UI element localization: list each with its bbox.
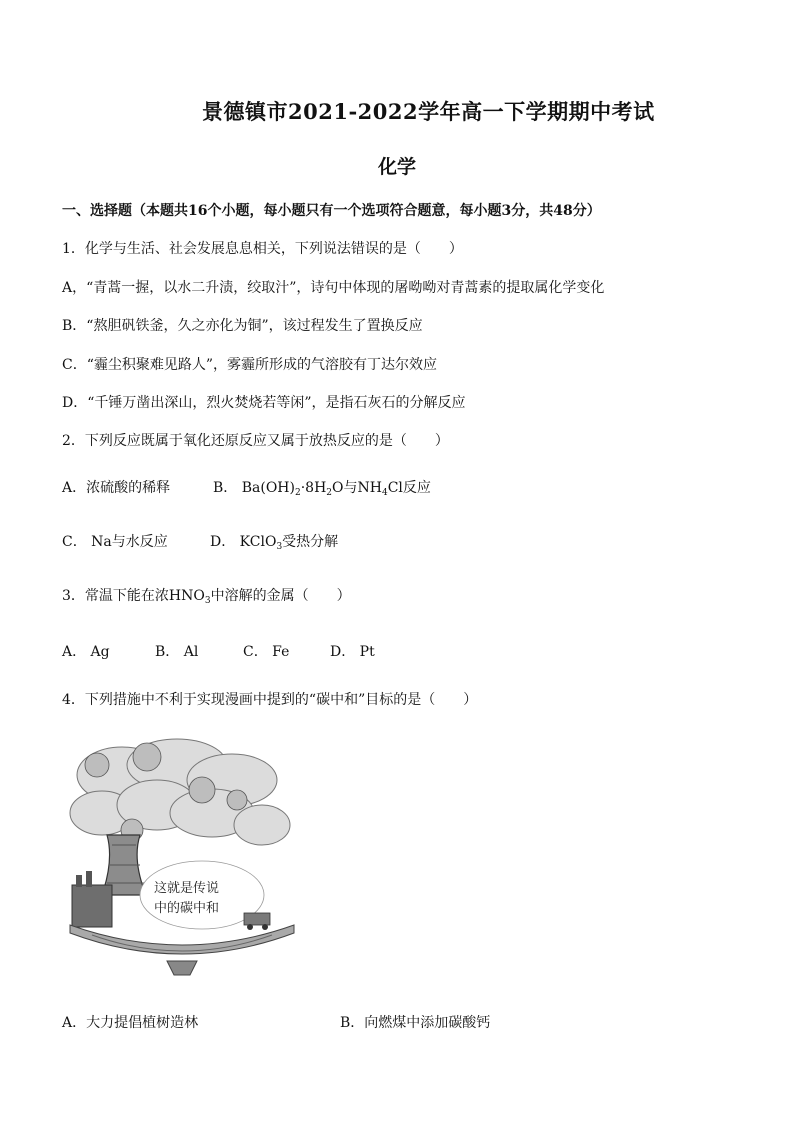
question-4-option-a: A．大力提倡植树造林: [62, 1015, 199, 1031]
carbon-neutral-cartoon: [62, 735, 302, 980]
cartoon-caption-line-1: 这就是传说: [154, 881, 220, 896]
question-4-option-b: B．向燃煤中添加碳酸钙: [340, 1015, 491, 1031]
question-1-option-b: B．“熬胆矾铁釜，久之亦化为铜”，该过程发生了置换反应: [62, 318, 423, 334]
question-2-option-b: [213, 477, 431, 498]
question-3-stem-text: 中溶解的金属（ ）: [210, 588, 351, 604]
question-2-stem: 2．下列反应既属于氧化还原反应又属于放热反应的是（ ）: [62, 433, 449, 449]
question-2-option-b-text: O与NH: [332, 480, 382, 496]
cartoon-caption-line-2: 中的碳中和: [154, 901, 220, 916]
subscript: 2: [294, 488, 301, 498]
question-3-option-d: D． Pt: [330, 644, 375, 660]
question-2-option-d-text: D． KClO: [210, 534, 277, 550]
question-3-option-c: C． Fe: [243, 644, 290, 660]
question-2-option-b-text: B． Ba(OH): [213, 480, 295, 496]
question-2-option-b-text: Cl反应: [387, 480, 431, 496]
subject-title: 化学: [378, 156, 417, 178]
question-1-option-c: C．“霾尘积聚难见路人”，雾霾所形成的气溶胶有丁达尔效应: [62, 357, 438, 373]
subscript: 3: [204, 596, 211, 606]
subscript: 2: [326, 488, 333, 498]
subscript: 4: [381, 488, 388, 498]
question-1-stem: 1．化学与生活、社会发展息息相关，下列说法错误的是（ ）: [62, 241, 463, 257]
question-2-option-b-text: ·8H: [300, 480, 327, 496]
question-1-option-a: A，“青蒿一握，以水二升渍，绞取汁”，诗句中体现的屠呦呦对青蒿素的提取属化学变化: [62, 280, 605, 296]
question-2-option-c: C． Na与水反应: [62, 534, 168, 550]
question-3-stem-text: 3．常温下能在浓HNO: [62, 588, 205, 604]
question-2-option-a: A．浓硫酸的稀释: [62, 480, 171, 496]
question-1-option-d: D．“千锤万凿出深山，烈火焚烧若等闲”，是指石灰石的分解反应: [62, 395, 466, 411]
question-4-stem: 4．下列措施中不利于实现漫画中提到的“碳中和”目标的是（ ）: [62, 692, 478, 708]
question-2-option-d: [210, 531, 338, 552]
cartoon-drawing: [62, 735, 302, 980]
section-heading: 一、选择题（本题共16个小题，每小题只有一个选项符合题意，每小题3分，共48分）: [62, 203, 601, 219]
subscript: 3: [276, 542, 283, 552]
exam-title: 景德镇市2021-2022学年高一下学期期中考试: [202, 99, 655, 124]
question-3-option-b: B． Al: [155, 644, 199, 660]
question-3-option-a: A． Ag: [62, 644, 110, 660]
question-2-option-d-text: 受热分解: [282, 534, 339, 550]
question-3-stem: [62, 585, 351, 606]
